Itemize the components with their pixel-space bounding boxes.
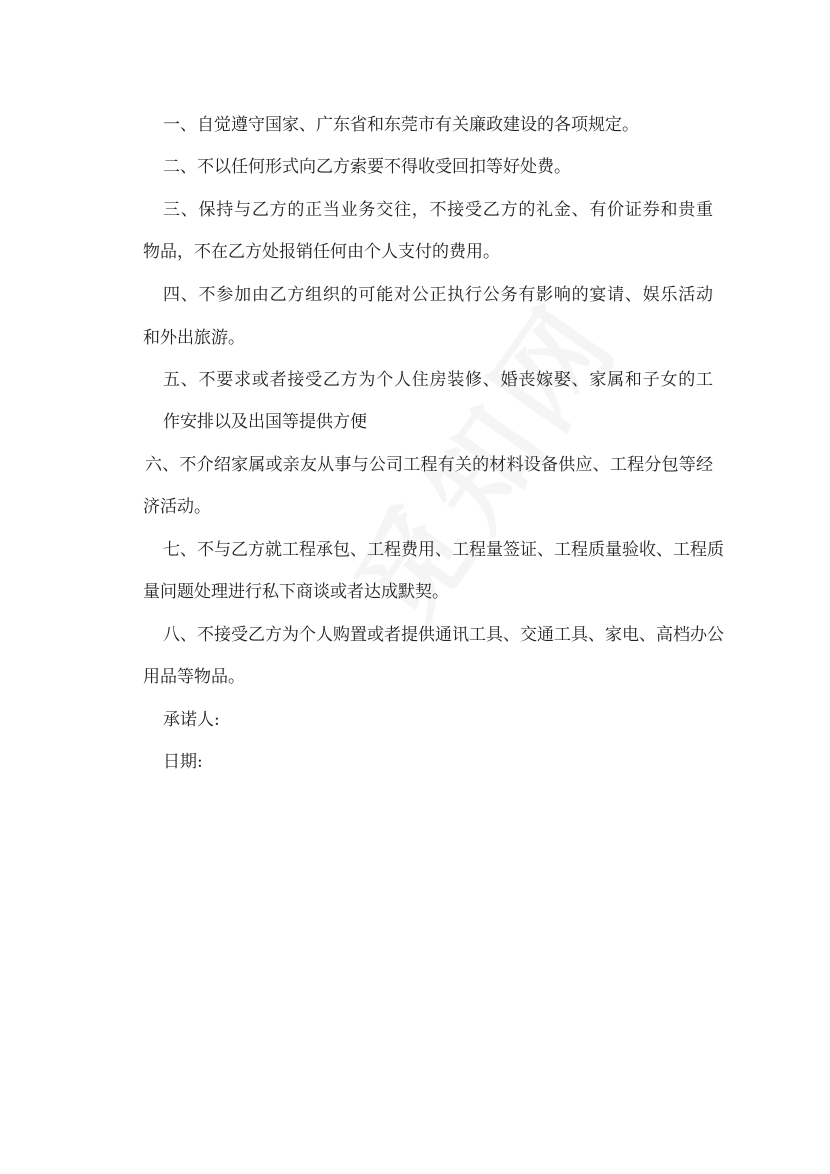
clause-7-line-1: 七、不与乙方就工程承包、工程费用、工程量签证、工程质量验收、工程质 — [163, 540, 724, 560]
promisor-label: 承诺人: — [163, 710, 220, 730]
date-label: 日期: — [163, 752, 203, 772]
clause-8-line-2: 用品等物品。 — [143, 667, 245, 687]
clause-2: 二、不以任何形式向乙方索要不得收受回扣等好处费。 — [163, 157, 571, 177]
clause-4-line-1: 四、不参加由乙方组织的可能对公正执行公务有影响的宴请、娱乐活动 — [163, 285, 713, 305]
clause-8-line-1: 八、不接受乙方为个人购置或者提供通讯工具、交通工具、家电、高档办公 — [163, 625, 724, 645]
clause-4-line-2: 和外出旅游。 — [143, 328, 245, 348]
clause-3-line-1: 三、保持与乙方的正当业务交往，不接受乙方的礼金、有价证券和贵重 — [163, 200, 713, 220]
clause-3-line-2: 物品，不在乙方处报销任何由个人支付的费用。 — [143, 242, 500, 262]
clause-5-line-2: 作安排以及出国等提供方便 — [163, 412, 367, 432]
clause-5-line-1: 五、不要求或者接受乙方为个人住房装修、婚丧嫁娶、家属和子女的工 — [163, 370, 713, 390]
clause-1: 一、自觉遵守国家、广东省和东莞市有关廉政建设的各项规定。 — [163, 115, 639, 135]
clause-6-line-1: 六、不介绍家属或亲友从事与公司工程有关的材料设备供应、工程分包等经 — [145, 455, 713, 475]
clause-7-line-2: 量问题处理进行私下商谈或者达成默契。 — [143, 582, 449, 602]
clause-6-line-2: 济活动。 — [143, 497, 211, 517]
